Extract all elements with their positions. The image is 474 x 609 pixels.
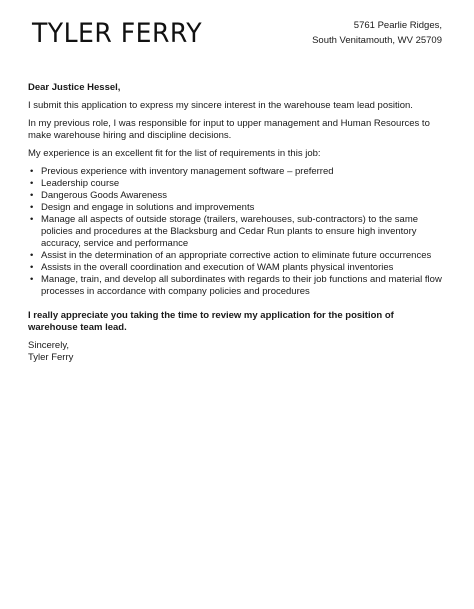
requirement-text: Leadership course [41, 178, 120, 189]
requirement-text: Manage all aspects of outside storage (trailers, warehouses, sub-contractors) to the same policies and procedures at the Blacksburg and Cedar Run plants to ensure high inventory accuracy, service and performance [41, 214, 419, 249]
requirement-text: Design and engage in solutions and improvements [41, 202, 255, 213]
list-item [30, 178, 446, 190]
paragraph-previous-role: In my previous role, I was responsible for input to upper management and Human Resources to make warehouse hiring and discipline decisions. [28, 118, 430, 141]
list-item [30, 166, 446, 178]
paragraph-requirements-lead: My experience is an excellent fit for the list of requirements in this job: [28, 148, 321, 159]
list-item [30, 274, 446, 298]
requirements-list [28, 166, 446, 298]
address-line-2: South Venitamouth, WV 25709 [312, 35, 442, 46]
letter-body [28, 82, 446, 364]
bullet-icon: • [30, 166, 34, 177]
bullet-icon: • [30, 190, 34, 201]
bullet-icon: • [30, 214, 34, 225]
bullet-icon: • [30, 262, 34, 273]
applicant-address [312, 18, 442, 48]
paragraph-intro: I submit this application to express my sincere interest in the warehouse team lead position. [28, 100, 413, 111]
list-item [30, 214, 446, 250]
signature-name: Tyler Ferry [28, 352, 74, 363]
bullet-icon: • [30, 202, 34, 213]
bullet-icon: • [30, 274, 34, 285]
signoff: Sincerely, [28, 340, 70, 351]
requirement-text: Assist in the determination of an appropriate corrective action to eliminate future occurrences [41, 250, 432, 261]
bullet-icon: • [30, 250, 34, 261]
closing-statement: I really appreciate you taking the time to review my application for the position of warehouse team lead. [28, 310, 394, 333]
applicant-name: TYLER FERRY [32, 18, 203, 49]
list-item [30, 190, 446, 202]
list-item [30, 262, 446, 274]
requirement-text: Assists in the overall coordination and execution of WAM plants physical inventories [41, 262, 394, 273]
address-line-1: 5761 Pearlie Ridges, [353, 20, 442, 31]
list-item [30, 202, 446, 214]
requirement-text: Manage, train, and develop all subordinates with regards to their job functions and material flow processes in accordance with company policies and procedures [41, 274, 442, 297]
list-item [30, 250, 446, 262]
bullet-icon: • [30, 178, 34, 189]
requirement-text: Previous experience with inventory management software – preferred [41, 166, 334, 177]
salutation: Dear Justice Hessel, [28, 82, 121, 93]
requirement-text: Dangerous Goods Awareness [41, 190, 168, 201]
